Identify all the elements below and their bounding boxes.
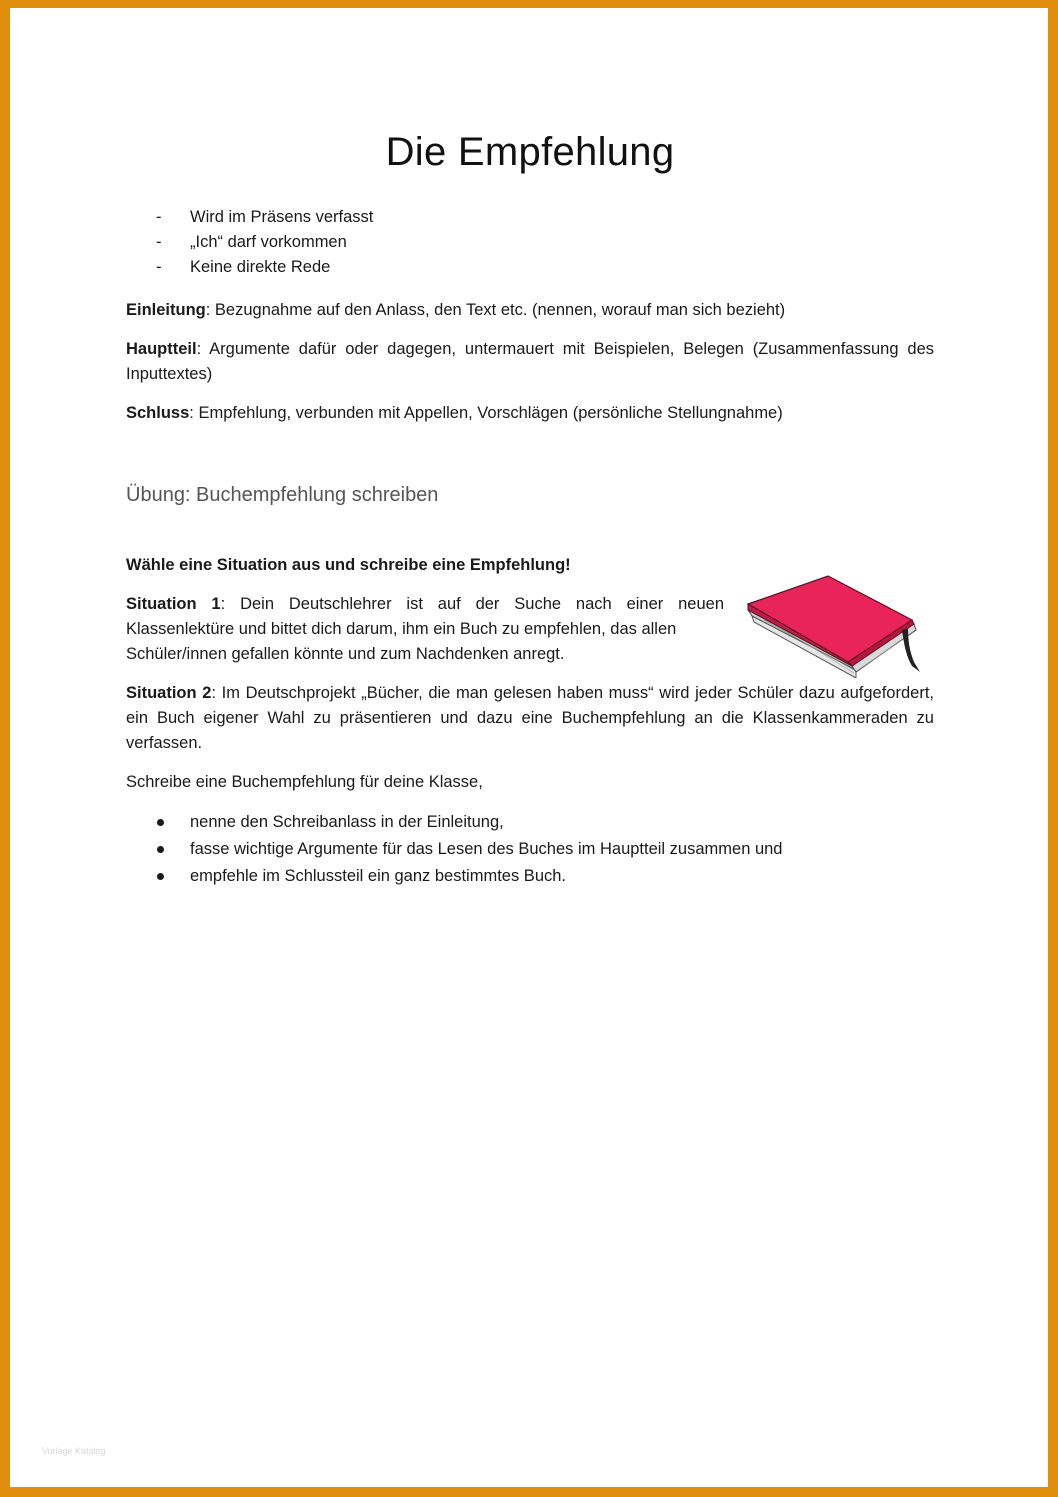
task-intro: Schreibe eine Buchempfehlung für deine Klasse, xyxy=(126,773,483,791)
main-paragraph xyxy=(126,337,934,387)
situation-2-paragraph xyxy=(126,681,934,756)
end-label: Schluss xyxy=(126,404,190,422)
task-text: fasse wichtige Argumente für das Lesen des Buches im Hauptteil zusammen und xyxy=(190,840,783,858)
feature-text: Wird im Präsens verfasst xyxy=(190,208,374,226)
list-item xyxy=(126,863,934,890)
list-item: - Keine direkte Rede xyxy=(156,258,331,276)
end-text: : Empfehlung, verbunden mit Appellen, Vorschlägen (persönliche Stellungnahme) xyxy=(189,404,783,422)
intro-label: Einleitung xyxy=(126,301,206,319)
task-text: nenne den Schreibanlass in der Einleitung, xyxy=(190,813,504,831)
situation-2-text: : Im Deutschprojekt „Bücher, die man gelesen haben muss“ wird jeder Schüler dazu aufgefordert, ein Buch eigener Wahl zu präsentieren und dazu eine Buchempfehlung an die Klassenkammeraden zu verfassen. xyxy=(126,684,934,752)
intro-text: : Bezugnahme auf den Anlass, den Text etc. (nennen, worauf man sich bezieht) xyxy=(205,301,786,319)
situation-1-tail: Schüler/innen gefallen könnte und zum Nachdenken anregt. xyxy=(126,645,565,663)
task-text: empfehle im Schlussteil ein ganz bestimmtes Buch. xyxy=(190,867,567,885)
end-paragraph xyxy=(126,401,934,426)
exercise-heading: Übung: Buchempfehlung schreiben xyxy=(126,484,439,506)
book-icon xyxy=(744,574,934,678)
situation-1-text: : Dein Deutschlehrer ist auf der Suche nach einer neuen Klassenlektüre und bittet dich darum, ihm ein Buch zu empfehlen, das allen xyxy=(126,595,724,638)
list-item xyxy=(126,809,934,836)
page-title: Die Empfehlung xyxy=(385,130,675,174)
intro-paragraph xyxy=(126,298,934,323)
list-item: - „Ich“ darf vorkommen xyxy=(156,233,347,251)
feature-text: Keine direkte Rede xyxy=(190,258,331,276)
task-list xyxy=(126,809,934,890)
situation-1-block xyxy=(126,592,934,667)
bullet-icon xyxy=(157,873,164,880)
feature-text: „Ich“ darf vorkommen xyxy=(190,233,347,251)
document-body xyxy=(126,130,934,890)
situation-2-label: Situation 2 xyxy=(126,684,212,702)
situation-1-label: Situation 1 xyxy=(126,595,221,613)
feature-list xyxy=(126,205,934,280)
exercise-instruction: Wähle eine Situation aus und schreibe eine Empfehlung! xyxy=(126,556,571,574)
list-item: - Wird im Präsens verfasst xyxy=(156,208,374,226)
main-text: : Argumente dafür oder dagegen, untermauert mit Beispielen, Belegen (Zusammenfassung des Inputtextes) xyxy=(126,340,934,383)
main-label: Hauptteil xyxy=(126,340,197,358)
watermark: Vorlage Katalog xyxy=(42,1446,106,1456)
bullet-icon xyxy=(157,819,164,826)
bullet-icon xyxy=(157,846,164,853)
list-item xyxy=(126,836,934,863)
